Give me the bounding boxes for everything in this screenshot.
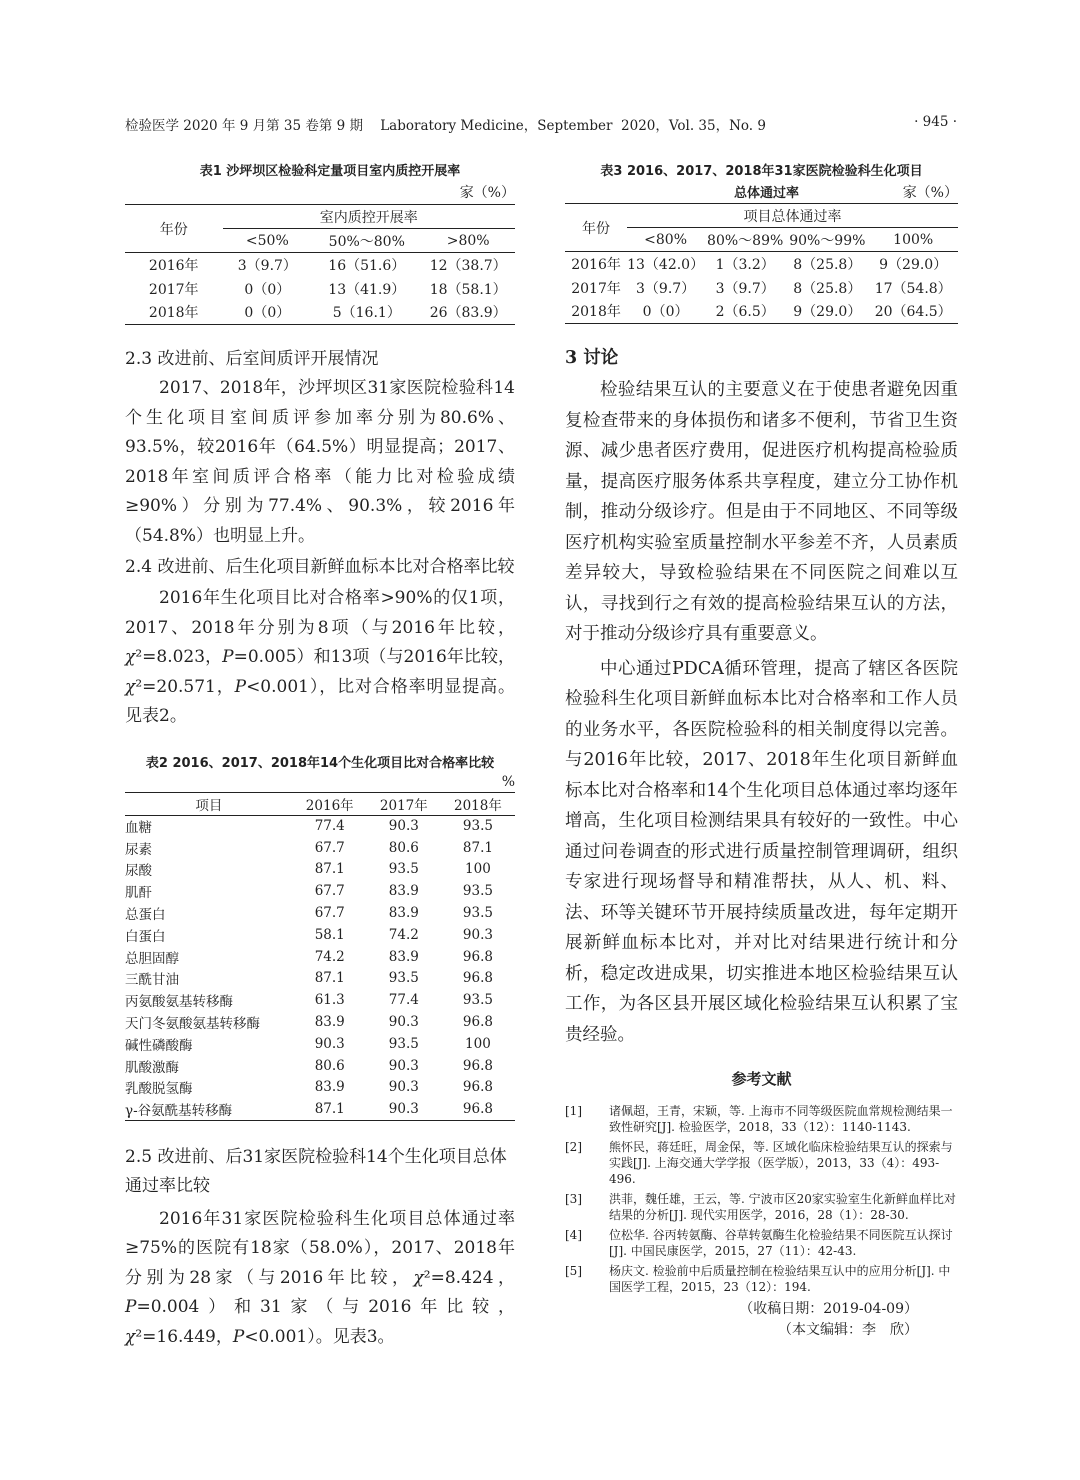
row-label: γ-谷氨酰基转移酶 [125,1098,293,1120]
discussion-paragraph-2: 中心通过PDCA循环管理，提高了辖区各医院检验科生化项目新鲜血标本比对合格率和工作人员的业务水平，各医院检验科的相关制度得以完善。与2016年比较，2017、2018年生化项目新鲜血标本比对合格率和14个生化项目总体通过率均逐年增高，生化项目检测结果具有较好的一致性。中心通过问卷调查的形式进行质量控制管理调研，组织专家进行现场督导和精准帮扶，从人、机、料、法、环等关键环节开展持续质量改进，每年定期开展新鲜血标本比对，并对比对结果进行统计和分析，稳定改进成果，切实推进本地区检验结果互认工作，为各区县开展区域化检验结果互认积累了宝贵经验。 [565,658,958,1045]
row-label: 尿酸 [125,863,152,880]
table3-caption-line2: 总体通过率 [733,186,799,201]
table-cell: 2（6.5） [704,300,786,324]
table-cell: 90.3 [462,926,493,943]
section-2-4-text: 2016年生化项目比对合格率>90%的仅1项，2017、2018年分别为8项（与2016年比较，χ²=8.023，P=0.005）和13项（与2016年比较，χ²=20.571，P<0.001），比对合格率明显提高。见表2。 [125,588,515,726]
row-label: 白蛋白 [125,928,166,945]
table-cell: 26（83.9） [421,301,515,325]
section-2-4-heading: 2.4 改进前、后生化项目新鲜血标本比对合格率比较 [125,557,515,577]
table-cell: 12（38.7） [429,257,507,274]
table-cell: 58.1 [314,926,345,943]
table-cell: 18（58.1） [429,281,507,298]
table1-head-col: >80% [421,229,515,253]
section-2-5-heading: 2.5 改进前、后31家医院检验科14个生化项目总体通过率比较 [125,1146,507,1196]
row-label: 乳酸脱氢酶 [125,1081,193,1098]
table-cell: 96.8 [441,1098,515,1120]
row-label: 血糖 [125,820,152,837]
table-cell: 3（9.7） [636,280,696,297]
table-cell: 96.8 [462,948,493,965]
section-2-5-text: 2016年31家医院检验科生化项目总体通过率≥75%的医院有18家（58.0%），2017、2018年分别为28家（与2016年比较，χ²=8.424，P=0.004）和31家（与2016年比较，χ²=16.449，P<0.001）。见表3。 [125,1208,515,1347]
table-cell: 100 [465,1035,491,1052]
row-label: 肌酸激酶 [125,1059,179,1076]
row-label: 天门冬氨酸氨基转移酶 [125,1016,260,1033]
table-row [125,946,515,968]
section-2-3-heading: 2.3 改进前、后室间质评开展情况 [125,349,379,369]
table1-unit: 家（%） [459,185,515,201]
reference-text: 位松华. 谷丙转氨酶、谷草转氨酶生化检验结果不同医院互认探讨[J]. 中国民康医学，2015，27（11）：42-43. [609,1228,953,1258]
references-title: 参考文献 [731,1070,792,1088]
received-date: （收稿日期：2019-04-09） [739,1301,918,1317]
table-cell: 67.7 [314,839,345,856]
table2-head-col: 2018年 [441,792,515,815]
table-cell: 90.3 [388,818,419,835]
table-row [125,253,515,277]
table-cell: 87.1 [293,1098,367,1120]
table-cell: 9（29.0） [879,256,948,273]
table1-caption: 表1 沙坪坝区检验科定量项目室内质控开展率 [199,164,461,179]
reference-number: [2] [565,1140,582,1154]
table-cell: 90.3 [367,1098,441,1120]
row-label: 2018年 [125,301,223,325]
reference-number: [5] [565,1264,582,1278]
discussion-paragraph-1: 检验结果互认的主要意义在于使患者避免因重复检查带来的身体损伤和诸多不便利，节省卫生资源、减少患者医疗费用，促进医疗机构提高检验质量，提高医疗服务体系共享程度，建立分工协作机制，推动分级诊疗。但是由于不同地区、不同等级医疗机构实验室质量控制水平参差不齐，人员素质差异较大，导致检验结果在不同医院之间难以互认，寻找到行之有效的提高检验结果互认的方法，对于推动分级诊疗具有重要意义。 [565,380,958,644]
table1-head-col: 50%～80% [312,229,421,253]
reference-number: [3] [565,1192,582,1206]
table-cell: 77.4 [388,992,419,1009]
table-row [125,277,515,301]
table-cell: 96.8 [462,1057,493,1074]
table-cell: 83.9 [388,883,419,900]
table-cell: 83.9 [314,1079,345,1096]
reference-item [565,1103,958,1135]
table-cell: 5（16.1） [312,301,421,325]
table1-head-year: 年份 [125,205,223,253]
table-cell: 16（51.6） [328,257,406,274]
left-column [125,160,515,1352]
table-row [125,968,515,990]
table2-unit: % [501,773,515,790]
table-row [125,902,515,924]
table-cell: 74.2 [388,926,419,943]
table2-grid [125,792,515,1121]
reference-text: 熊怀民，蒋廷旺，周金保，等. 区域化临床检验结果互认的探索与实践[J]. 上海交通大学学报（医学版），2013，33（4）：493-496. [609,1140,953,1186]
table-cell: 96.8 [462,1014,493,1031]
table2-caption: 表2 2016、2017、2018年14个生化项目比对合格率比较 [145,755,495,771]
page-number: · 945 · [914,114,957,130]
table3-head-year: 年份 [565,204,627,252]
table-cell: 67.7 [314,905,345,922]
table-row [565,252,958,276]
table-cell: 93.5 [388,970,419,987]
table-cell: 83.9 [388,948,419,965]
table-cell: 96.8 [462,1079,493,1096]
table-cell: 61.3 [314,992,345,1009]
table-cell: 93.5 [462,883,493,900]
row-label: 三酰甘油 [125,972,179,989]
table-cell: 87.1 [314,970,345,987]
table-row [125,1011,515,1033]
table-cell: 93.5 [388,861,419,878]
table-row [565,276,958,300]
table-cell: 17（54.8） [874,280,952,297]
table-cell: 80.6 [314,1057,345,1074]
reference-item [565,1263,958,1295]
table2-head-col: 2017年 [367,792,441,815]
table-cell: 96.8 [462,970,493,987]
table3-grid [565,203,958,324]
table-cell: 87.1 [314,861,345,878]
reference-number: [4] [565,1228,582,1242]
reference-item [565,1139,958,1187]
table-cell: 90.3 [388,1057,419,1074]
table-cell: 3（9.7） [715,280,775,297]
table3-head-col: 90%～99% [786,228,868,252]
table3-head-group: 项目总体通过率 [627,204,958,228]
table-cell: 0（0） [223,301,313,325]
reference-number: [1] [565,1104,582,1118]
row-label: 丙氨酸氨基转移酶 [125,994,233,1011]
table-cell: 0（0） [244,281,291,298]
table-row [125,1033,515,1055]
row-label: 2018年 [565,300,627,324]
table2-head-col: 项目 [125,792,293,815]
reference-text: 洪菲，魏任雄，王云，等. 宁波市区20家实验室生化新鲜血样比对结果的分析[J]. 现代实用医学，2016，28（1）：28-30. [609,1192,956,1222]
table-row [565,300,958,324]
table1-head-group: 室内质控开展率 [223,205,516,229]
right-column [565,160,958,1341]
reference-item [565,1227,958,1259]
table-cell: 93.5 [462,992,493,1009]
table2 [125,752,515,1121]
table1 [125,160,515,325]
table-row [125,1098,515,1120]
table-cell: 3（9.7） [237,257,297,274]
row-label: 总胆固醇 [125,950,179,967]
table-cell: 13（42.0） [627,256,705,273]
table-row [125,859,515,881]
table-cell: 67.7 [314,883,345,900]
table-cell: 74.2 [314,948,345,965]
table-cell: 9（29.0） [786,300,868,324]
reference-list [565,1103,958,1295]
section-2-3-text: 2017、2018年，沙坪坝区31家医院检验科14个生化项目室间质评参加率分别为80.6%、93.5%，较2016年（64.5%）明显提高；2017、2018年室间质评合格率（能力比对检验成绩≥90%）分别为77.4%、90.3%，较2016年（54.8%）也明显上升。 [125,378,515,546]
row-label: 尿素 [125,841,152,858]
table-row [125,880,515,902]
table-cell: 93.5 [388,1035,419,1052]
row-label: 总蛋白 [125,907,166,924]
table-cell: 83.9 [314,1014,345,1031]
table-row [125,301,515,325]
table-cell: 80.6 [388,839,419,856]
table-row [125,989,515,1011]
row-label: 碱性磷酸酶 [125,1037,193,1054]
table-row [125,1055,515,1077]
table-cell: 13（41.9） [328,281,406,298]
table3-head-col: <80% [627,228,704,252]
table-cell: 0（0） [627,300,704,324]
table-cell: 8（25.8） [793,280,862,297]
table-row [125,815,515,837]
row-label: 2016年 [148,257,199,274]
running-header [125,114,957,134]
table-cell: 20（64.5） [868,300,958,324]
table-row [125,1077,515,1099]
reference-item [565,1191,958,1223]
reference-text: 诸佩超，王青，宋颖，等. 上海市不同等级医院血常规检测结果一致性研究[J]. 检验医学，2018，33（12）：1140-1143. [609,1104,953,1134]
table-cell: 83.9 [388,905,419,922]
table1-grid [125,204,515,325]
row-label: 2017年 [571,280,621,297]
table-row [125,837,515,859]
journal-citation: 检验医学 2020 年 9 月第 35 卷第 9 期 Laboratory Medicine，September 2020，Vol. 35，No. 9 [125,118,766,134]
table-cell: 90.3 [388,1079,419,1096]
row-label: 肌酐 [125,885,152,902]
table3-unit: 家（%） [902,185,958,201]
table-cell: 100 [465,861,491,878]
table3-head-col: 80%～89% [704,228,786,252]
table-cell: 90.3 [314,1035,345,1052]
table3-head-col: 100% [868,228,958,252]
table-cell: 90.3 [388,1014,419,1031]
table-cell: 93.5 [462,905,493,922]
table-cell: 77.4 [314,818,345,835]
table3-caption-line1: 表3 2016、2017、2018年31家医院检验科生化项目 [600,164,923,179]
table-cell: 8（25.8） [793,256,862,273]
table1-head-col: <50% [223,229,313,253]
table-cell: 1（3.2） [715,256,775,273]
table-cell: 93.5 [462,818,493,835]
table-cell: 87.1 [462,839,493,856]
row-label: 2017年 [148,281,199,298]
table-row [125,924,515,946]
editor-note: （本文编辑：李 欣） [778,1322,918,1338]
table3 [565,160,958,324]
section-3-heading: 3 讨论 [565,348,619,368]
reference-text: 杨庆文. 检验前中后质量控制在检验结果互认中的应用分析[J]. 中国医学工程，2015，23（12）：194. [609,1264,951,1294]
table2-head-col: 2016年 [293,792,367,815]
row-label: 2016年 [571,256,621,273]
